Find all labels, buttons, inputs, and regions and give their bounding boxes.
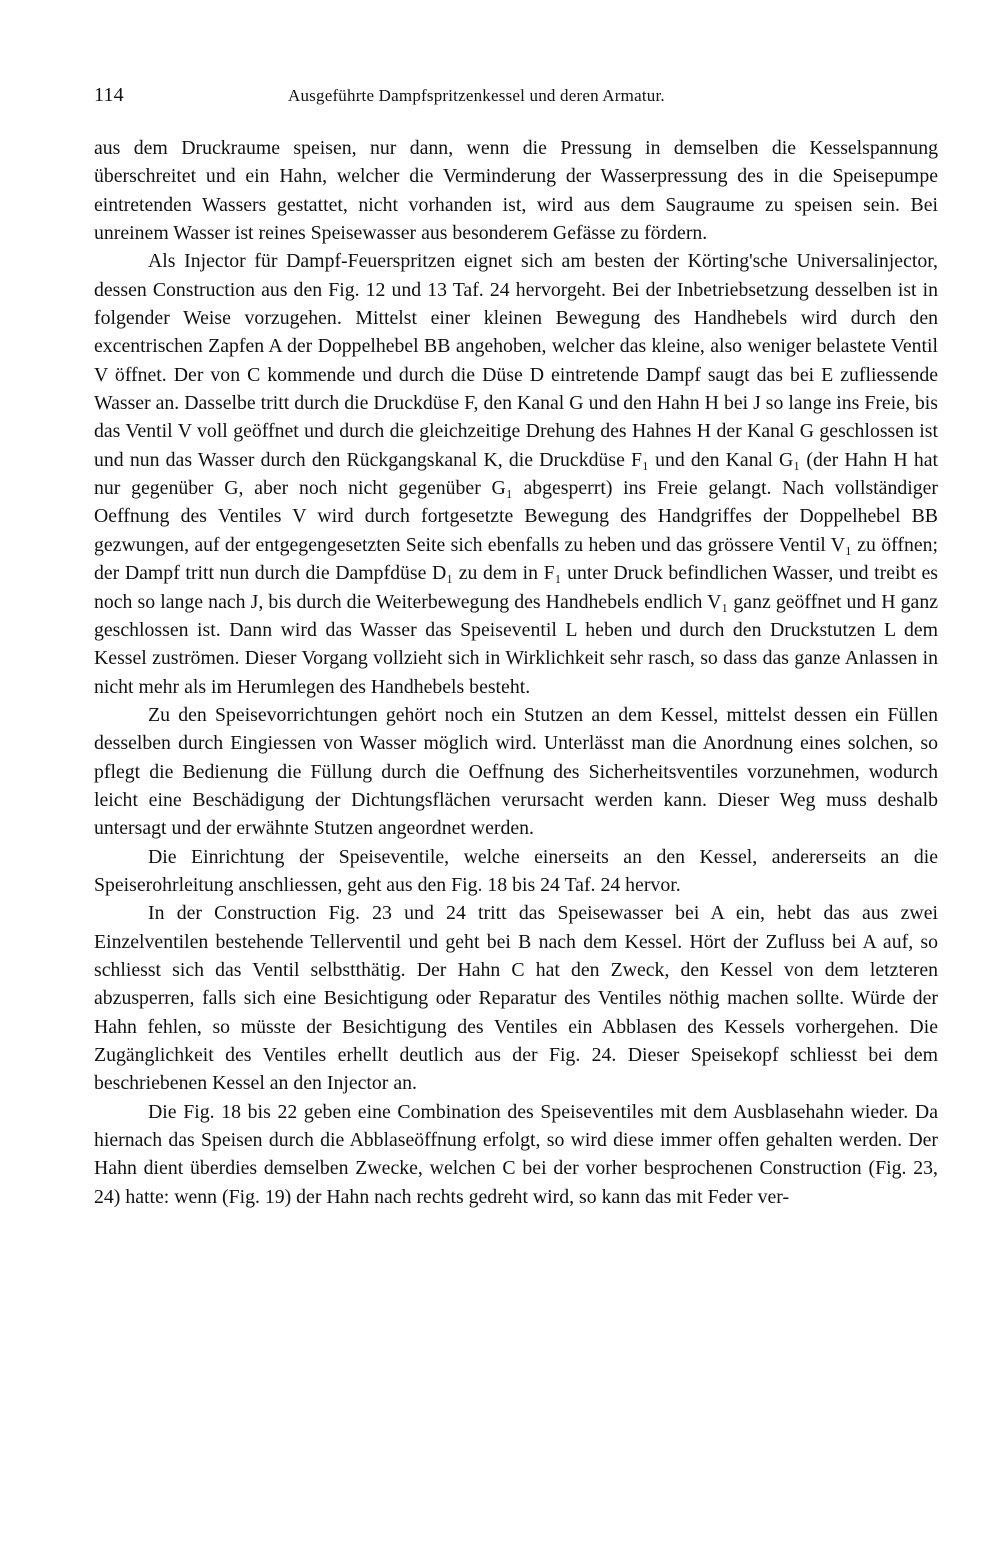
document-page xyxy=(94,84,938,1211)
page-header xyxy=(94,84,938,114)
paragraph-continuation: aus dem Druckraume speisen, nur dann, wenn die Pressung in demselben die Kesselspannung überschreitet und ein Hahn, welcher die Verminderung der Wasserpressung des in die Speisepumpe eintretenden Wassers gestattet, nicht vorhanden ist, wird aus dem Saugraume zu speisen sein. Bei unreinem Wasser ist reines Speisewasser aus besonderem Gefässe zu fördern. xyxy=(94,137,938,245)
paragraph-construction-fig23: In der Construction Fig. 23 und 24 tritt das Speisewasser bei A ein, hebt das aus zwei Einzelventilen bestehende Tellerventil und geht bei B nach dem Kessel. Hört der Zufluss bei A auf, so schliesst sich das Ventil selbstthätig. Der Hahn C hat den Zweck, den Kessel von dem letzteren abzusperren, falls sich eine Besichtigung oder Reparatur des Ventiles nöthig machen sollte. Würde der Hahn fehlen, so müsste der Besichtigung des Ventiles ein Abblasen des Kessels vorhergehen. Die Zugänglichkeit des Ventiles erhellt deutlich aus der Fig. 24. Dieser Speisekopf schliesst bei dem beschriebenen Kessel an den Injector an. xyxy=(94,902,938,1095)
running-title: Ausgeführte Dampfspritzenkessel und deren Armatur. xyxy=(288,86,665,105)
paragraph-stutzen: Zu den Speisevorrichtungen gehört noch ein Stutzen an dem Kessel, mittelst dessen ein Füllen desselben durch Eingiessen von Wasser möglich wird. Unterlässt man die Anordnung eines solchen, so pflegt die Bedienung die Füllung durch die Oeffnung des Sicherheitsventiles vorzunehmen, wodurch leicht eine Beschädigung der Dichtungsflächen verursacht werden kann. Dieser Weg muss deshalb untersagt und der erwähnte Stutzen angeordnet werden. xyxy=(94,703,938,840)
paragraph-speiseventile: Die Einrichtung der Speiseventile, welche einerseits an den Kessel, andererseits an die Speiserohrleitung anschliessen, geht aus den Fig. 18 bis 24 Taf. 24 hervor. xyxy=(94,845,938,896)
paragraph-construction-fig18: Die Fig. 18 bis 22 geben eine Combination des Speiseventiles mit dem Ausblasehahn wieder. Da hiernach das Speisen durch die Abblaseöffnung erfolgt, so wird diese immer offen gehalten werden. Der Hahn dient überdies demselben Zwecke, welchen C bei der vorher besprochenen Construction (Fig. 23, 24) hatte: wenn (Fig. 19) der Hahn nach rechts gedreht wird, so kann das mit Feder ver- xyxy=(94,1100,938,1208)
page-number: 114 xyxy=(94,84,124,106)
paragraph-injector: Als Injector für Dampf-Feuerspritzen eignet sich am besten der Körting'sche Universalinjector, dessen Construction aus den Fig. 12 und 13 Taf. 24 hervorgeht. Bei der Inbetriebsetzung desselben ist in folgender Weise vorzugehen. Mittelst einer kleinen Bewegung des Handhebels wird durch den excentrischen Zapfen A der Doppelhebel BB angehoben, welcher das kleine, also weniger belastete Ventil V öffnet. Der von C kommende und durch die Düse D eintretende Dampf saugt das bei E zufliessende Wasser an. Dasselbe tritt durch die Druckdüse F, den Kanal G und den Hahn H bei J so lange ins Freie, bis das Ventil V voll geöffnet und durch die gleichzeitige Drehung des Hahnes H der Kanal G geschlossen ist und nun das Wasser durch den Rückgangskanal K, die Druckdüse F₁ und den Kanal G₁ (der Hahn H hat nur gegenüber G, aber noch nicht gegenüber G₁ abgesperrt) ins Freie gelangt. Nach vollständiger Oeffnung des Ventiles V wird durch fortgesetzte Bewegung des Handgriffes der Doppelhebel BB gezwungen, auf der entgegengesetzten Seite sich ebenfalls zu heben und das grössere Ventil V₁ zu öffnen; der Dampf tritt nun durch die Dampfdüse D₁ zu dem in F₁ unter Druck befindlichen Wasser, und treibt es noch so lange nach J, bis durch die Weiterbewegung des Handhebels endlich V₁ ganz geöffnet und H ganz geschlossen ist. Dann wird das Wasser das Speiseventil L heben und durch den Druckstutzen L dem Kessel zuströmen. Dieser Vorgang vollzieht sich in Wirklichkeit sehr rasch, so dass das ganze Anlassen in nicht mehr als im Herumlegen des Handhebels besteht. xyxy=(94,250,938,698)
body-text xyxy=(94,134,938,1211)
